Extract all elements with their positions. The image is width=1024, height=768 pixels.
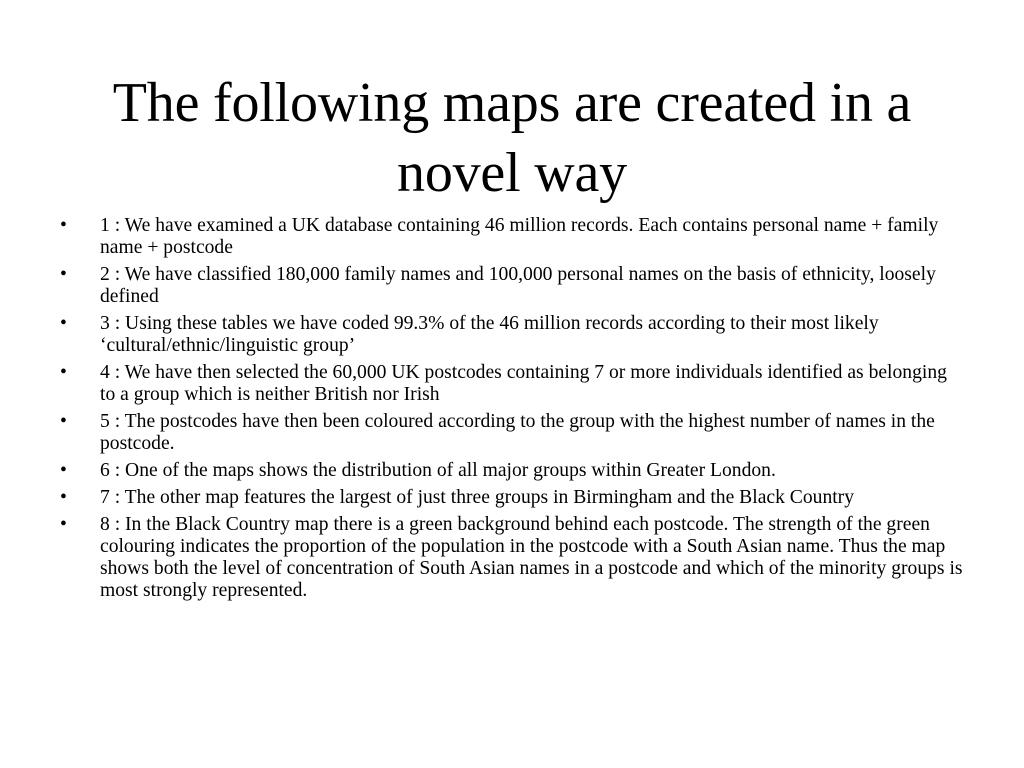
bullet-item (60, 411, 966, 455)
slide-title: The following maps are created in a novel way (112, 72, 912, 204)
bullet-marker: • (60, 487, 67, 508)
bullet-marker: • (60, 215, 67, 236)
bullet-marker: • (60, 514, 67, 535)
bullet-item (60, 460, 966, 482)
bullet-text: 2 : We have classified 180,000 family names and 100,000 personal names on the basis of ethnicity, loosely defined (100, 264, 936, 307)
bullet-text: 3 : Using these tables we have coded 99.3% of the 46 million records according to their most likely ‘cultural/ethnic/linguistic group’ (100, 313, 879, 356)
bullet-text: 8 : In the Black Country map there is a green background behind each postcode. The strength of the green colouring indicates the proportion of the population in the postcode with a South Asian name. Thus the map shows both the level of concentration of South Asian names in a postcode and which of the minority groups is most strongly represented. (100, 514, 963, 601)
bullet-list (60, 215, 966, 607)
bullet-item (60, 215, 966, 259)
bullet-text: 6 : One of the maps shows the distribution of all major groups within Greater London. (100, 460, 776, 481)
bullet-marker: • (60, 460, 67, 481)
bullet-item (60, 487, 966, 509)
bullet-text: 4 : We have then selected the 60,000 UK postcodes containing 7 or more individuals identified as belonging to a group which is neither British nor Irish (100, 362, 947, 405)
bullet-marker: • (60, 362, 67, 383)
bullet-item (60, 264, 966, 308)
bullet-marker: • (60, 411, 67, 432)
bullet-text: 1 : We have examined a UK database containing 46 million records. Each contains personal name + family name + postcode (100, 215, 939, 258)
bullet-text: 5 : The postcodes have then been coloured according to the group with the highest number of names in the postcode. (100, 411, 935, 454)
bullet-text: 7 : The other map features the largest of just three groups in Birmingham and the Black Country (100, 487, 855, 508)
bullet-item (60, 514, 966, 602)
bullet-item (60, 313, 966, 357)
bullet-item (60, 362, 966, 406)
bullet-marker: • (60, 264, 67, 285)
bullet-marker: • (60, 313, 67, 334)
